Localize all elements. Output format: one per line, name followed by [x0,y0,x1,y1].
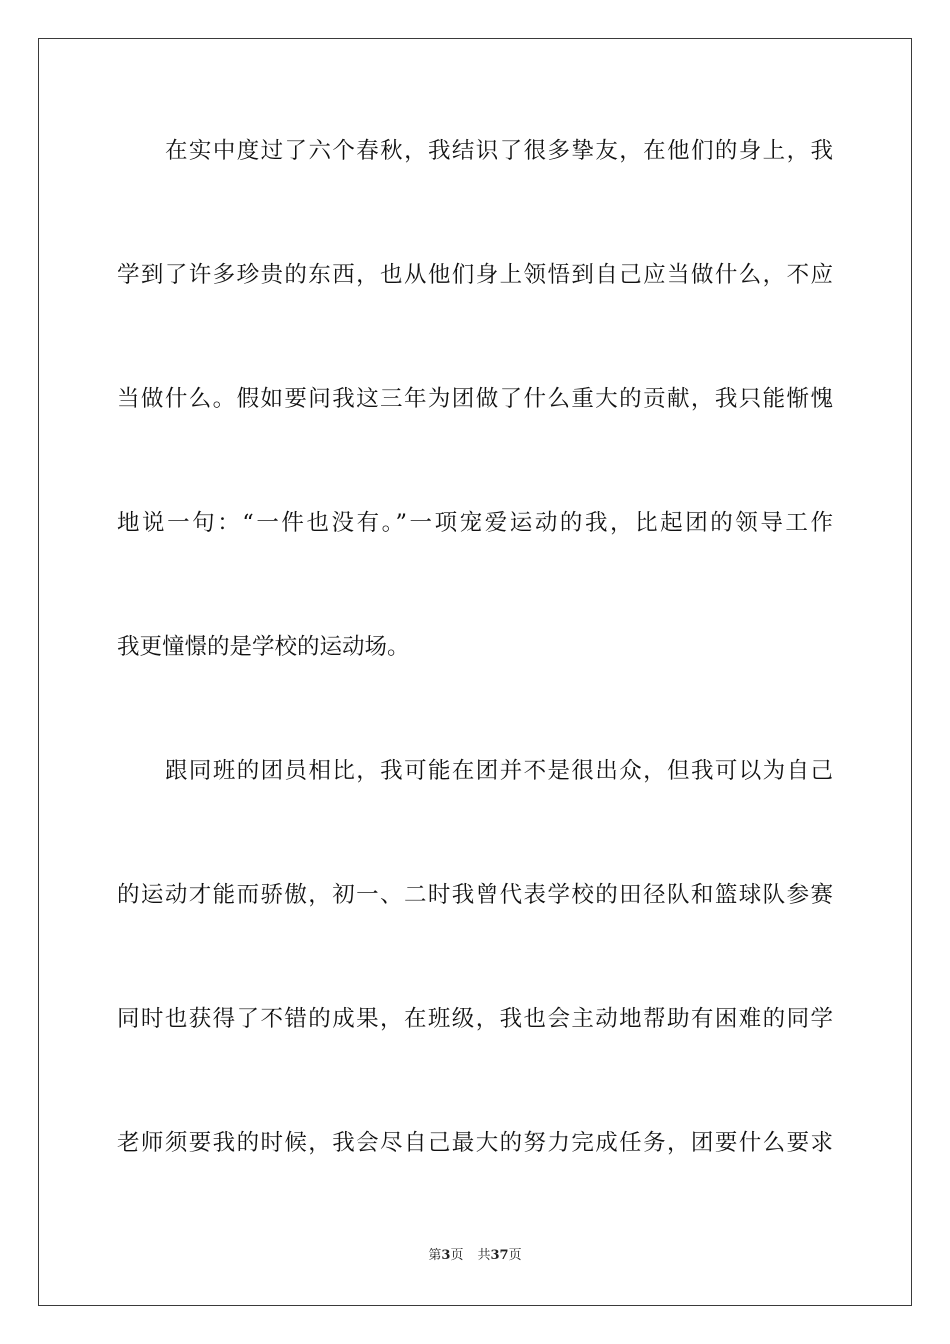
paragraph-2-line-4: 老师须要我的时候，我会尽自己最大的努力完成任务，团要什么要求 [117,1130,833,1156]
total-suffix: 页 [508,1248,522,1263]
total-pages: 37 [490,1248,509,1263]
paragraph-1-line-5: 我更憧憬的是学校的运动场。 [117,634,410,660]
paragraph-1-line-2: 学到了许多珍贵的东西，也从他们身上领悟到自己应当做什么，不应 [117,262,833,288]
page-suffix: 页 [450,1248,464,1263]
paragraph-1-line-4: 地说一句：“一件也没有。”一项宠爱运动的我，比起团的领导工作 [117,510,833,536]
paragraph-2-line-2: 的运动才能而骄傲，初一、二时我曾代表学校的田径队和篮球队参赛 [117,882,833,908]
page-footer [0,1247,950,1265]
total-prefix: 共 [477,1248,491,1263]
paragraph-2-line-3: 同时也获得了不错的成果，在班级，我也会主动地帮助有困难的同学 [117,1006,833,1032]
paragraph-1-line-1: 在实中度过了六个春秋，我结识了很多挚友，在他们的身上，我 [165,138,833,164]
page-border [38,38,912,1306]
page-prefix: 第 [428,1248,442,1263]
paragraph-2-line-1: 跟同班的团员相比，我可能在团并不是很出众，但我可以为自己 [165,758,833,784]
page-number: 3 [441,1248,451,1263]
paragraph-1-line-3: 当做什么。假如要问我这三年为团做了什么重大的贡献，我只能惭愧 [117,386,833,412]
